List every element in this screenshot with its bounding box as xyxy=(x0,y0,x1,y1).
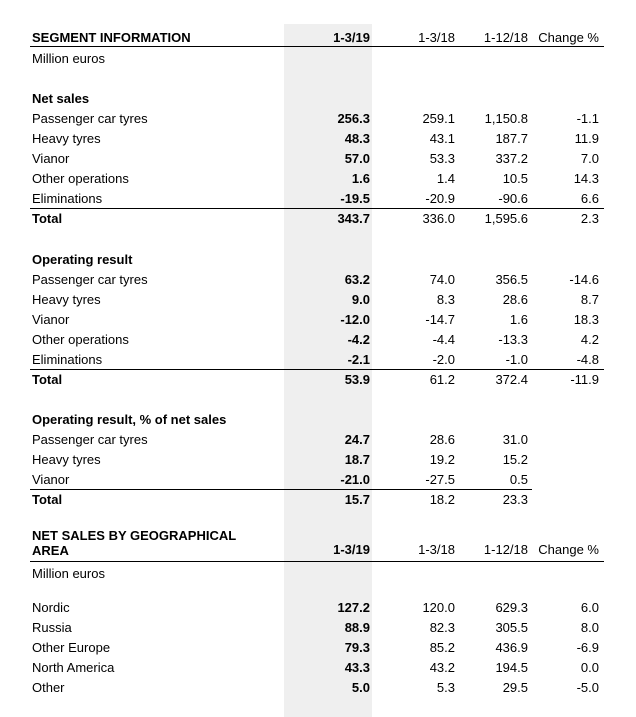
row-label: Passenger car tyres xyxy=(32,111,148,126)
table-row xyxy=(30,450,604,470)
cell-value: -1.0 xyxy=(505,352,528,367)
table-row xyxy=(30,618,604,638)
cell-value: 53.3 xyxy=(429,151,455,166)
geo-title: NET SALES BY GEOGRAPHICAL AREA xyxy=(32,528,236,558)
cell-value: 79.3 xyxy=(344,640,370,655)
cell-value: 336.0 xyxy=(422,211,455,226)
cell-value: -90.6 xyxy=(498,191,528,206)
row-label: Operating result xyxy=(32,252,133,267)
cell-value: 127.2 xyxy=(337,600,370,615)
cell-value: -4.8 xyxy=(576,352,599,367)
cell-value: -2.0 xyxy=(432,352,455,367)
table-row xyxy=(30,430,604,450)
cell-value: -19.5 xyxy=(340,191,370,206)
cell-value: 24.7 xyxy=(344,432,370,447)
cell-value: 120.0 xyxy=(422,600,455,615)
cell-value: 82.3 xyxy=(429,620,455,635)
cell-value: 436.9 xyxy=(495,640,528,655)
table-row xyxy=(30,470,604,490)
cell-value: 629.3 xyxy=(495,600,528,615)
row-label: Vianor xyxy=(32,151,70,166)
table-row xyxy=(30,310,604,330)
cell-value: 15.7 xyxy=(344,492,370,507)
table-row xyxy=(30,638,604,658)
cell-value: 8.3 xyxy=(436,292,455,307)
cell-value: 63.2 xyxy=(344,272,370,287)
row-label: Eliminations xyxy=(32,352,103,367)
row-label: Other xyxy=(32,680,65,695)
cell-value: 0.0 xyxy=(580,660,599,675)
cell-value: 256.3 xyxy=(337,111,370,126)
cell-value: 5.3 xyxy=(436,680,455,695)
cell-value: -13.3 xyxy=(498,332,528,347)
cell-value: -2.1 xyxy=(347,352,370,367)
cell-value: 28.6 xyxy=(502,292,528,307)
table-row xyxy=(30,330,604,350)
cell-value: 372.4 xyxy=(495,372,528,387)
table-row xyxy=(30,270,604,290)
row-label: Heavy tyres xyxy=(32,452,101,467)
cell-value: 0.5 xyxy=(509,472,528,487)
cell-value: 6.0 xyxy=(580,600,599,615)
cell-value: 194.5 xyxy=(495,660,528,675)
cell-value: 1.6 xyxy=(351,171,370,186)
unit-row xyxy=(30,564,604,584)
col-header-1: 1-3/19 xyxy=(333,30,370,45)
table-row xyxy=(30,169,604,189)
cell-value: 6.6 xyxy=(580,191,599,206)
cell-value: -12.0 xyxy=(340,312,370,327)
cell-value: 29.5 xyxy=(502,680,528,695)
col-header-2: 1-3/18 xyxy=(418,30,455,45)
cell-value: 356.5 xyxy=(495,272,528,287)
cell-value: 53.9 xyxy=(344,372,370,387)
cell-value: 74.0 xyxy=(429,272,455,287)
cell-value: 23.3 xyxy=(502,492,528,507)
row-label: Operating result, % of net sales xyxy=(32,412,227,427)
table-row xyxy=(30,129,604,149)
segment-title: SEGMENT INFORMATION xyxy=(32,30,191,45)
table-row xyxy=(30,189,604,209)
cell-value: 5.0 xyxy=(351,680,370,695)
cell-value: -14.6 xyxy=(569,272,599,287)
row-label: Total xyxy=(32,492,63,507)
cell-value: 305.5 xyxy=(495,620,528,635)
cell-value: -4.4 xyxy=(432,332,455,347)
total-row xyxy=(30,490,604,510)
cell-value: 10.5 xyxy=(502,171,528,186)
row-label: Vianor xyxy=(32,312,70,327)
cell-value: 1-3/19 xyxy=(333,542,370,557)
cell-value: 85.2 xyxy=(429,640,455,655)
segment-header-row xyxy=(30,28,604,48)
total-row xyxy=(30,209,604,229)
row-label: Heavy tyres xyxy=(32,131,101,146)
cell-value: -27.5 xyxy=(425,472,455,487)
geo-header-row xyxy=(30,528,604,560)
cell-value: 1-3/18 xyxy=(418,542,455,557)
table-row xyxy=(30,678,604,698)
cell-value: 43.3 xyxy=(344,660,370,675)
row-label: Other Europe xyxy=(32,640,111,655)
cell-value: 343.7 xyxy=(337,211,370,226)
row-label: North America xyxy=(32,660,115,675)
row-label: Nordic xyxy=(32,600,70,615)
cell-value: -11.9 xyxy=(570,372,599,387)
row-label: Other operations xyxy=(32,332,129,347)
cell-value: 1.6 xyxy=(509,312,528,327)
section-heading xyxy=(30,89,604,109)
cell-value: -1.1 xyxy=(576,111,599,126)
cell-value: 9.0 xyxy=(351,292,370,307)
cell-value: 337.2 xyxy=(495,151,528,166)
row-label: Heavy tyres xyxy=(32,292,101,307)
row-label: Vianor xyxy=(32,472,70,487)
cell-value: Change % xyxy=(538,542,599,557)
cell-value: 1-12/18 xyxy=(483,542,528,557)
table-row xyxy=(30,109,604,129)
col-header-4: Change % xyxy=(538,30,599,45)
unit-row xyxy=(30,49,604,69)
cell-value: -4.2 xyxy=(347,332,370,347)
cell-value: 61.2 xyxy=(429,372,455,387)
row-label: Passenger car tyres xyxy=(32,272,148,287)
cell-value: 187.7 xyxy=(495,131,528,146)
cell-value: 19.2 xyxy=(429,452,455,467)
table-row xyxy=(30,350,604,370)
table-row xyxy=(30,598,604,618)
unit-label: Million euros xyxy=(32,51,105,66)
cell-value: 4.2 xyxy=(580,332,599,347)
cell-value: 1,150.8 xyxy=(484,111,528,126)
row-label: Net sales xyxy=(32,91,90,106)
cell-value: 259.1 xyxy=(422,111,455,126)
header-rule xyxy=(30,46,604,47)
cell-value: -6.9 xyxy=(576,640,599,655)
cell-value: 28.6 xyxy=(429,432,455,447)
cell-value: 88.9 xyxy=(344,620,370,635)
row-label: Eliminations xyxy=(32,191,103,206)
cell-value: -5.0 xyxy=(576,680,599,695)
row-label: Other operations xyxy=(32,171,129,186)
cell-value: 43.1 xyxy=(429,131,455,146)
cell-value: 2.3 xyxy=(580,211,599,226)
table-row xyxy=(30,290,604,310)
table-row xyxy=(30,658,604,678)
cell-value: 18.3 xyxy=(573,312,599,327)
row-label: Total xyxy=(32,372,63,387)
cell-value: 11.9 xyxy=(574,131,599,146)
cell-value: 1,595.6 xyxy=(484,211,528,226)
cell-value: -20.9 xyxy=(425,191,455,206)
cell-value: 18.7 xyxy=(344,452,370,467)
cell-value: 7.0 xyxy=(580,151,599,166)
cell-value: 48.3 xyxy=(344,131,370,146)
cell-value: 57.0 xyxy=(344,151,370,166)
cell-value: -21.0 xyxy=(340,472,370,487)
row-label: Million euros xyxy=(32,566,105,581)
total-row xyxy=(30,370,604,390)
cell-value: 14.3 xyxy=(573,171,599,186)
header-rule xyxy=(30,561,604,562)
table-row xyxy=(30,149,604,169)
cell-value: 1.4 xyxy=(436,171,455,186)
row-label: Total xyxy=(32,211,63,226)
cell-value: 31.0 xyxy=(502,432,528,447)
row-label: Russia xyxy=(32,620,72,635)
section-heading xyxy=(30,410,604,430)
row-label: Passenger car tyres xyxy=(32,432,148,447)
cell-value: 15.2 xyxy=(502,452,528,467)
cell-value: -14.7 xyxy=(425,312,455,327)
col-header-3: 1-12/18 xyxy=(483,30,528,45)
cell-value: 18.2 xyxy=(429,492,455,507)
cell-value: 8.0 xyxy=(580,620,599,635)
cell-value: 8.7 xyxy=(580,292,599,307)
section-heading xyxy=(30,250,604,270)
cell-value: 43.2 xyxy=(429,660,455,675)
